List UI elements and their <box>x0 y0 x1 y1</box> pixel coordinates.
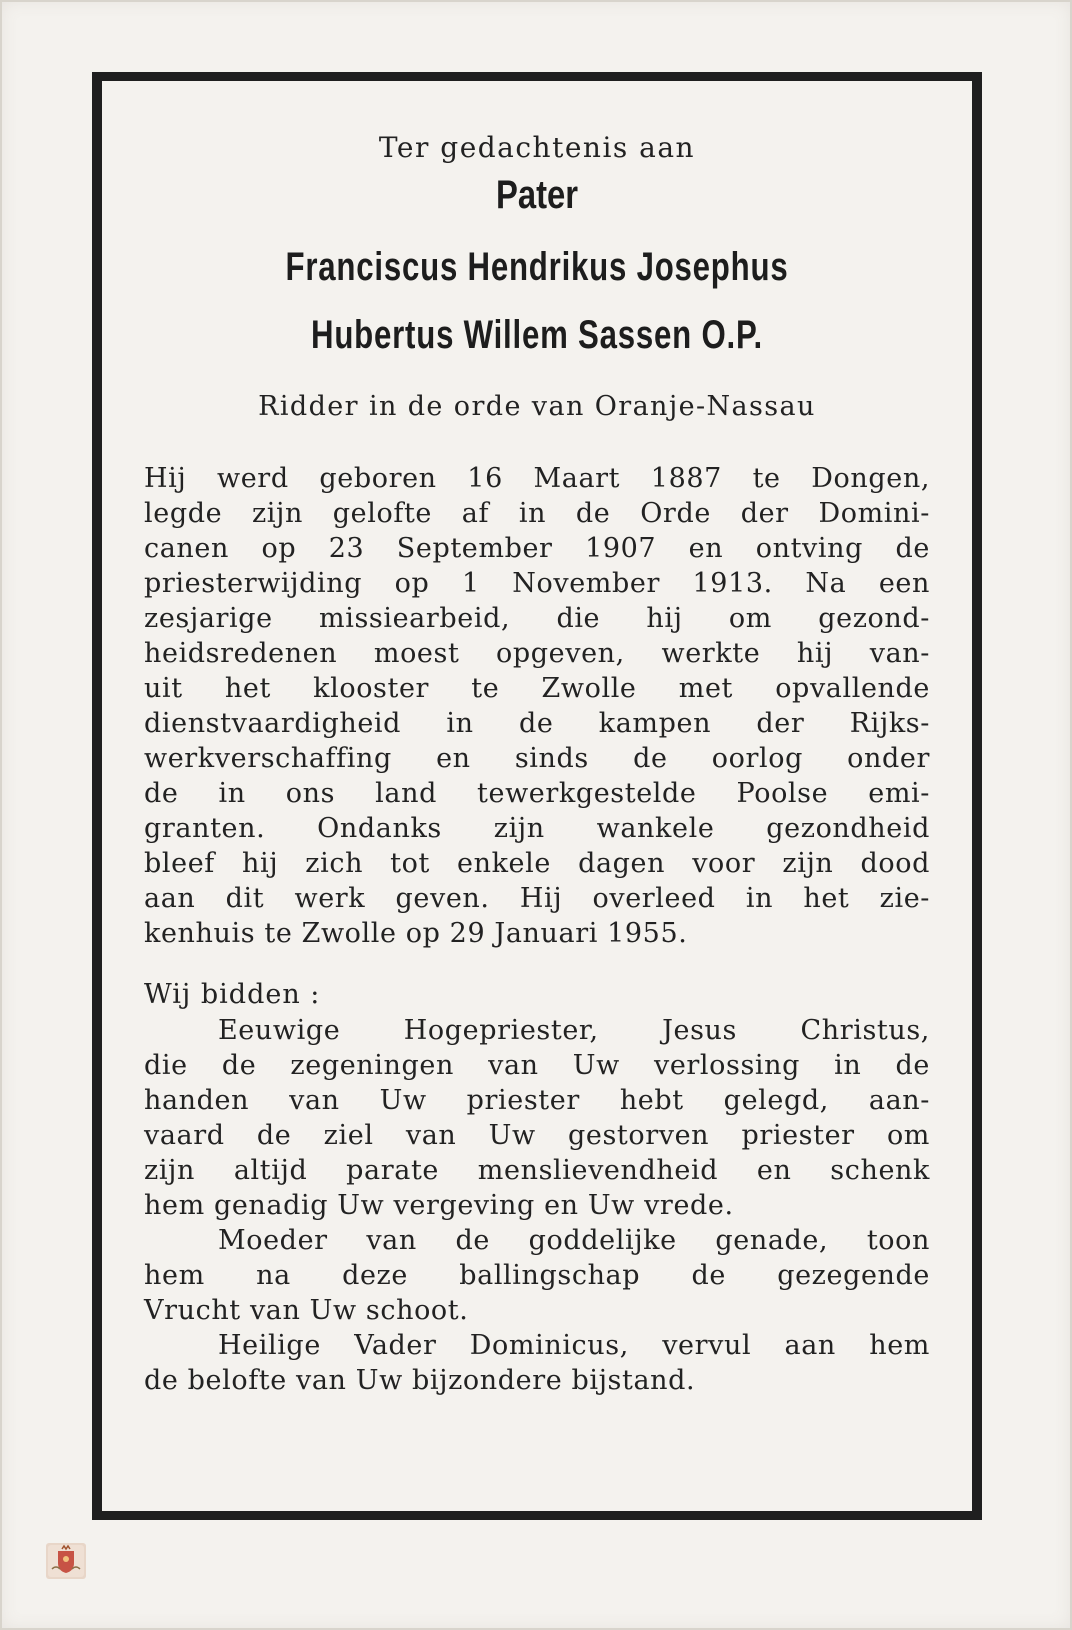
bio-line: aan dit werk geven. Hij overleed in het zie- <box>144 883 930 914</box>
bio-line: legde zijn gelofte af in de Orde der Domini- <box>144 498 930 529</box>
bio-line: heidsredenen moest opgeven, werkte hij van- <box>144 638 930 669</box>
prayer-line: Vrucht van Uw schoot. <box>144 1295 469 1326</box>
prayer-line: die de zegeningen van Uw verlossing in de <box>144 1050 930 1081</box>
prayer-text <box>144 1013 930 1398</box>
bio-line: granten. Ondanks zijn wankele gezondheid <box>144 813 930 844</box>
prayer-line: hem genadig Uw vergeving en Uw vrede. <box>144 1190 734 1221</box>
prayer-heading: Wij bidden : <box>144 979 321 1010</box>
title-pater: Pater <box>495 173 579 217</box>
prayer-line: Moeder van de goddelijke genade, toon <box>218 1225 930 1256</box>
bio-line: werkverschaffing en sinds de oorlog onder <box>144 743 930 774</box>
bio-line: dienstvaardigheid in de kampen der Rijks- <box>144 708 930 739</box>
prayer-line: Eeuwige Hogepriester, Jesus Christus, <box>218 1015 930 1046</box>
bio-line: de in ons land tewerkgestelde Poolse emi- <box>144 778 930 809</box>
bio-line: Hij werd geboren 16 Maart 1887 te Dongen, <box>144 463 930 494</box>
intro-text: Ter gedachtenis aan <box>378 131 696 164</box>
biography <box>144 461 930 951</box>
prayer-line: de belofte van Uw bijzondere bijstand. <box>144 1365 696 1396</box>
prayer-line: zijn altijd parate menslievendheid en schenk <box>144 1155 930 1186</box>
prayer-line: hem na deze ballingschap de gezegende <box>144 1260 930 1291</box>
bio-line: uit het klooster te Zwolle met opvallende <box>144 673 930 704</box>
order-honour: Ridder in de orde van Oranje-Nassau <box>258 391 816 422</box>
name-line-2: Hubertus Willem Sassen O.P. <box>311 313 763 357</box>
name-line-1: Franciscus Hendrikus Josephus <box>285 245 789 289</box>
prayer-line: vaard de ziel van Uw gestorven priester om <box>144 1120 930 1151</box>
bio-line: kenhuis te Zwolle op 29 Januari 1955. <box>144 918 688 949</box>
black-border-frame <box>92 72 982 1520</box>
bio-line: canen op 23 September 1907 en ontving de <box>144 533 930 564</box>
prayer-line: Heilige Vader Dominicus, vervul aan hem <box>218 1330 930 1361</box>
bio-line: priesterwijding op 1 November 1913. Na een <box>144 568 930 599</box>
bio-line: zesjarige missiearbeid, die hij om gezond- <box>144 603 930 634</box>
heraldic-stamp-icon <box>46 1543 86 1579</box>
bio-line: bleef hij zich tot enkele dagen voor zijn dood <box>144 848 930 879</box>
prayer-line: handen van Uw priester hebt gelegd, aan- <box>144 1085 930 1116</box>
